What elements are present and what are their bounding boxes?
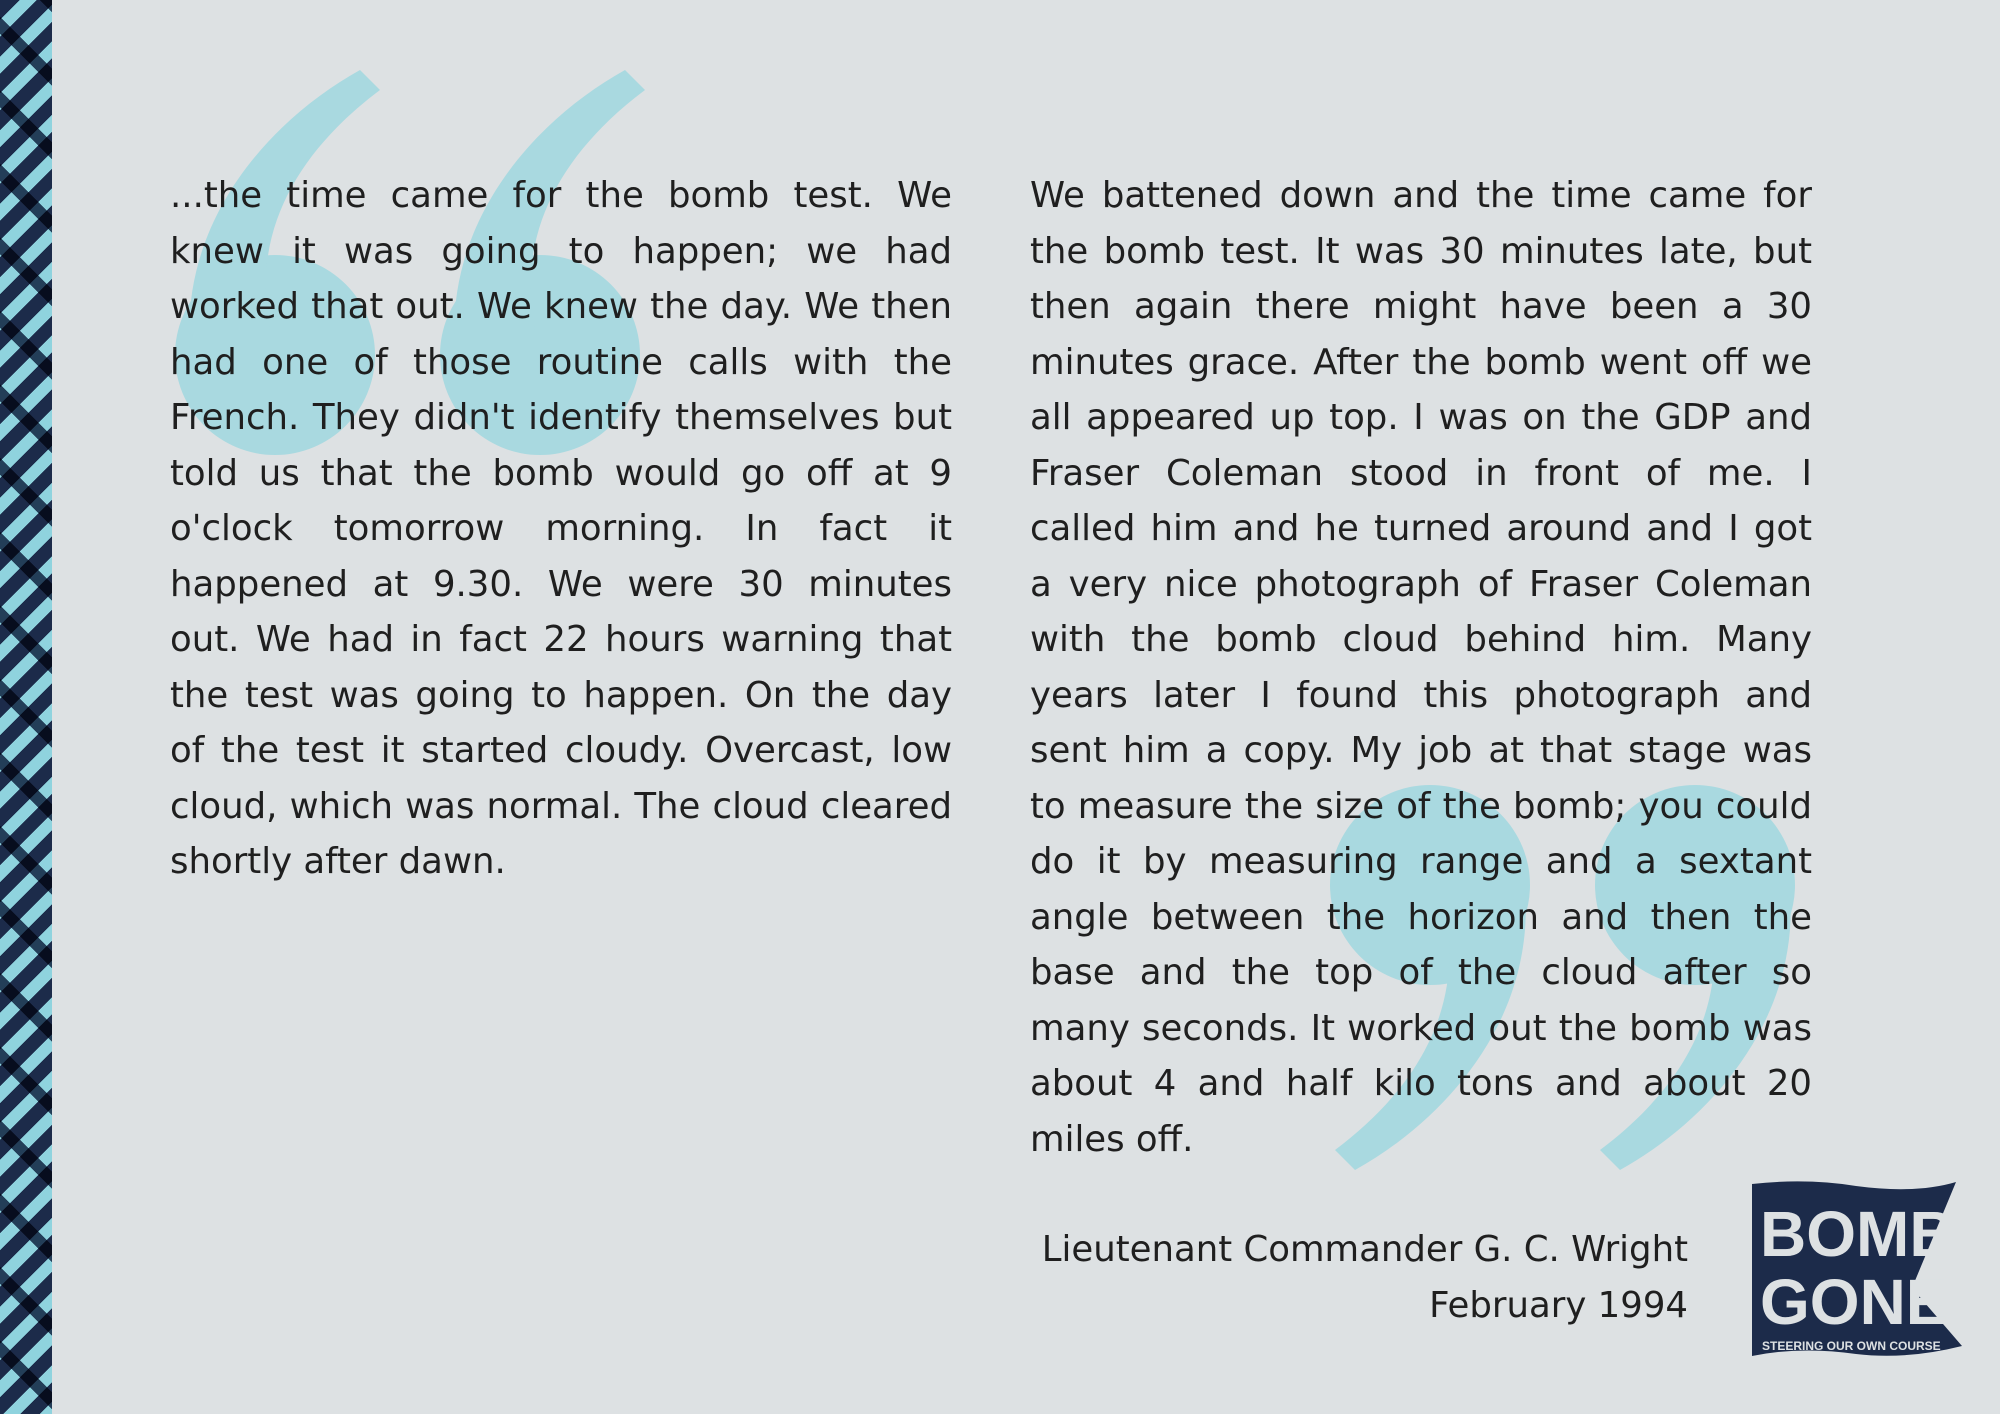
bomb-gone-logo <box>1746 1178 1968 1364</box>
quote-attribution <box>1000 1222 1688 1333</box>
logo-tagline: STEERING OUR OWN COURSE <box>1762 1339 1941 1353</box>
logo-line-1: BOMB <box>1760 1198 1956 1270</box>
attribution-date: February 1994 <box>1429 1284 1688 1326</box>
quote-text-right-column: We battened down and the time came for the bomb test. It was 30 minutes late, but then again there might have been a 30 minutes grace. After the bomb went off we all appeared up top. I was on the GDP and Fraser Coleman stood in front of me. I called him and he turned around and I got a very nice photograph of Fraser Coleman with the bomb cloud behind him. Many years later I found this photograph and sent him a copy. My job at that stage was to measure the size of the bomb; you could do it by measuring range and a sextant angle between the horizon and then the base and the top of the cloud after so many seconds. It worked out the bomb was about 4 and half kilo tons and about 20 miles off. <box>1030 175 1812 1160</box>
decorative-stripe-border <box>0 0 52 1414</box>
logo-line-2: GONE <box>1760 1266 1949 1338</box>
attribution-name: Lieutenant Commander G. C. Wright <box>1041 1229 1688 1270</box>
quote-text-left-column: ...the time came for the bomb test. We knew it was going to happen; we had worked that out. We knew the day. We then had one of those routine calls with the French. They didn't identify themselves but told us that the bomb would go off at 9 o'clock tomorrow morning. In fact it happened at 9.30. We were 30 minutes out. We had in fact 22 hours warning that the test was going to happen. On the day of the test it started cloudy. Overcast, low cloud, which was normal. The cloud cleared shortly after dawn. <box>170 175 952 882</box>
